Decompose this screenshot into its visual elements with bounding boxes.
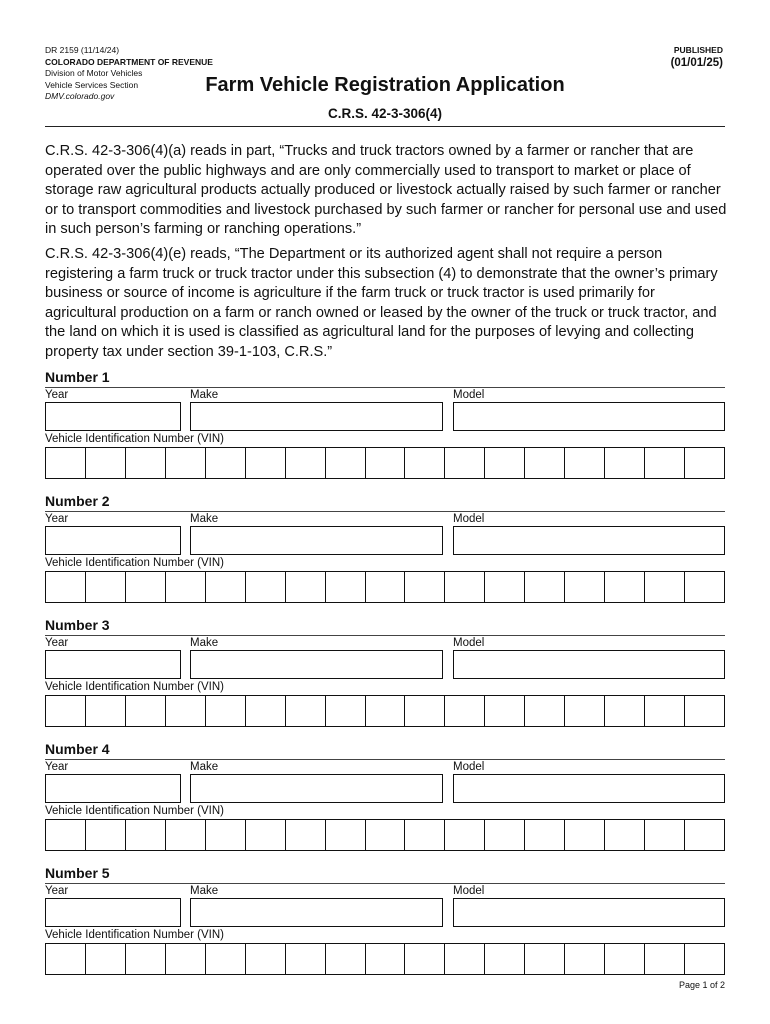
vin-character-box[interactable] bbox=[46, 572, 86, 602]
model-label: Model bbox=[453, 389, 485, 401]
vin-character-box[interactable] bbox=[605, 448, 645, 478]
vin-character-box[interactable] bbox=[246, 820, 286, 850]
vehicle-entry-5 bbox=[45, 865, 726, 985]
make-input[interactable] bbox=[190, 402, 443, 431]
vin-label: Vehicle Identification Number (VIN) bbox=[45, 433, 224, 445]
vin-character-box[interactable] bbox=[246, 448, 286, 478]
vin-character-box[interactable] bbox=[485, 696, 525, 726]
model-input[interactable] bbox=[453, 402, 725, 431]
vin-character-box[interactable] bbox=[366, 572, 406, 602]
vehicle-entry-1 bbox=[45, 369, 726, 489]
vin-character-box[interactable] bbox=[565, 820, 605, 850]
make-label: Make bbox=[190, 761, 219, 773]
page-number: Page 1 of 2 bbox=[678, 980, 725, 990]
vin-character-box[interactable] bbox=[206, 944, 246, 974]
vin-character-box[interactable] bbox=[286, 696, 326, 726]
vin-character-box[interactable] bbox=[366, 696, 406, 726]
vin-character-box[interactable] bbox=[445, 572, 485, 602]
vin-character-box[interactable] bbox=[405, 944, 445, 974]
vin-character-box[interactable] bbox=[126, 696, 166, 726]
vin-character-box[interactable] bbox=[46, 448, 86, 478]
make-label: Make bbox=[190, 389, 219, 401]
vin-character-box[interactable] bbox=[645, 448, 685, 478]
vin-input-grid[interactable] bbox=[45, 571, 725, 603]
year-input[interactable] bbox=[45, 526, 181, 555]
vin-character-box[interactable] bbox=[126, 820, 166, 850]
vehicle-section-divider bbox=[45, 387, 725, 388]
vin-character-box[interactable] bbox=[565, 572, 605, 602]
vin-character-box[interactable] bbox=[286, 944, 326, 974]
vin-character-box[interactable] bbox=[445, 820, 485, 850]
vin-character-box[interactable] bbox=[485, 448, 525, 478]
vin-character-box[interactable] bbox=[86, 572, 126, 602]
vin-character-box[interactable] bbox=[286, 572, 326, 602]
vin-character-box[interactable] bbox=[246, 944, 286, 974]
published-date: (01/01/25) bbox=[670, 57, 723, 69]
section-name: Vehicle Services Section bbox=[45, 79, 139, 90]
vin-character-box[interactable] bbox=[605, 572, 645, 602]
vin-character-box[interactable] bbox=[206, 820, 246, 850]
vin-character-box[interactable] bbox=[46, 696, 86, 726]
model-label: Model bbox=[453, 761, 485, 773]
vin-character-box[interactable] bbox=[605, 820, 645, 850]
vehicle-number-title: Number 3 bbox=[45, 617, 110, 633]
vin-character-box[interactable] bbox=[605, 944, 645, 974]
vin-character-box[interactable] bbox=[326, 696, 366, 726]
vin-character-box[interactable] bbox=[645, 820, 685, 850]
vin-character-box[interactable] bbox=[485, 572, 525, 602]
department-name: COLORADO DEPARTMENT OF REVENUE bbox=[45, 56, 213, 67]
model-input[interactable] bbox=[453, 898, 725, 927]
vin-character-box[interactable] bbox=[525, 572, 565, 602]
website-text: DMV.colorado.gov bbox=[45, 91, 115, 101]
vin-character-box[interactable] bbox=[525, 820, 565, 850]
vehicle-section-divider bbox=[45, 759, 725, 760]
vin-character-box[interactable] bbox=[86, 944, 126, 974]
vin-input-grid[interactable] bbox=[45, 943, 725, 975]
vin-character-box[interactable] bbox=[326, 944, 366, 974]
vin-character-box[interactable] bbox=[206, 696, 246, 726]
year-label: Year bbox=[45, 761, 69, 773]
vin-character-box[interactable] bbox=[366, 820, 406, 850]
vehicle-number-title: Number 1 bbox=[45, 369, 110, 385]
vin-input-grid[interactable] bbox=[45, 819, 725, 851]
vin-character-box[interactable] bbox=[685, 944, 724, 974]
vin-character-box[interactable] bbox=[126, 448, 166, 478]
vin-character-box[interactable] bbox=[46, 944, 86, 974]
make-input[interactable] bbox=[190, 526, 443, 555]
published-block bbox=[671, 45, 723, 71]
vin-character-box[interactable] bbox=[286, 448, 326, 478]
vehicle-section-divider bbox=[45, 635, 725, 636]
vin-input-grid[interactable] bbox=[45, 447, 725, 479]
vin-character-box[interactable] bbox=[286, 820, 326, 850]
division-name: Division of Motor Vehicles bbox=[45, 68, 143, 78]
year-label: Year bbox=[45, 389, 69, 401]
vehicle-section-divider bbox=[45, 883, 725, 884]
vin-character-box[interactable] bbox=[645, 572, 685, 602]
vin-character-box[interactable] bbox=[405, 820, 445, 850]
vin-character-box[interactable] bbox=[445, 448, 485, 478]
year-label: Year bbox=[45, 885, 69, 897]
vin-character-box[interactable] bbox=[86, 448, 126, 478]
make-label: Make bbox=[190, 637, 219, 649]
form-id: DR 2159 (11/14/24) bbox=[45, 45, 120, 55]
vin-character-box[interactable] bbox=[366, 448, 406, 478]
make-input[interactable] bbox=[190, 898, 443, 927]
vin-character-box[interactable] bbox=[166, 448, 206, 478]
make-label: Make bbox=[190, 885, 219, 897]
model-label: Model bbox=[453, 637, 485, 649]
vin-label: Vehicle Identification Number (VIN) bbox=[45, 929, 224, 941]
vehicle-section-divider bbox=[45, 511, 725, 512]
vin-character-box[interactable] bbox=[605, 696, 645, 726]
model-input[interactable] bbox=[453, 526, 725, 555]
year-input[interactable] bbox=[45, 898, 181, 927]
year-input[interactable] bbox=[45, 774, 181, 803]
vehicle-entry-4 bbox=[45, 741, 726, 861]
vin-character-box[interactable] bbox=[86, 696, 126, 726]
vin-character-box[interactable] bbox=[685, 696, 724, 726]
published-label: PUBLISHED bbox=[673, 45, 723, 55]
vehicle-number-title: Number 2 bbox=[45, 493, 110, 509]
vehicle-entry-3 bbox=[45, 617, 726, 737]
vin-character-box[interactable] bbox=[485, 820, 525, 850]
vin-character-box[interactable] bbox=[645, 696, 685, 726]
page-title: Farm Vehicle Registration Application bbox=[205, 74, 565, 96]
statute-paragraph-e: C.R.S. 42-3-306(4)(e) reads, “The Department or its authorized agent shall not require a person registering a farm truck or truck tractor under this subsection (4) to demonstrate that the owner’s primary business or source of income is agriculture if the farm truck or truck tractor is used primarily for agricultural production on a farm or ranch owned or leased by the owner of the truck or truck tractor, and the land on which it is used is classified as agricultural land for the purposes of levying and collecting property tax under section 39-1-103, C.R.S.” bbox=[45, 246, 718, 360]
year-input[interactable] bbox=[45, 650, 181, 679]
vin-character-box[interactable] bbox=[46, 820, 86, 850]
vin-input-grid[interactable] bbox=[45, 695, 725, 727]
title-divider bbox=[45, 126, 725, 127]
make-input[interactable] bbox=[190, 774, 443, 803]
vin-character-box[interactable] bbox=[565, 696, 605, 726]
vin-character-box[interactable] bbox=[366, 944, 406, 974]
vin-character-box[interactable] bbox=[685, 820, 724, 850]
vin-character-box[interactable] bbox=[166, 944, 206, 974]
vin-character-box[interactable] bbox=[525, 944, 565, 974]
statute-paragraph-a: C.R.S. 42-3-306(4)(a) reads in part, “Trucks and truck tractors owned by a farmer or rancher that are operated over the public highways and are only commercially used to transport to market or place of storage raw agricultural products actually produced or livestock actually raised by such farmer or rancher or to transport commodities and livestock purchased by such farmer or rancher for personal use and used in such person’s farming or ranching operations.” bbox=[45, 143, 727, 237]
vin-label: Vehicle Identification Number (VIN) bbox=[45, 681, 224, 693]
vin-label: Vehicle Identification Number (VIN) bbox=[45, 805, 224, 817]
vin-character-box[interactable] bbox=[525, 696, 565, 726]
model-input[interactable] bbox=[453, 774, 725, 803]
vin-label: Vehicle Identification Number (VIN) bbox=[45, 557, 224, 569]
model-label: Model bbox=[453, 885, 485, 897]
vehicle-entry-2 bbox=[45, 493, 726, 613]
vin-character-box[interactable] bbox=[525, 448, 565, 478]
vin-character-box[interactable] bbox=[645, 944, 685, 974]
vin-character-box[interactable] bbox=[485, 944, 525, 974]
vin-character-box[interactable] bbox=[126, 944, 166, 974]
vin-character-box[interactable] bbox=[405, 696, 445, 726]
vin-character-box[interactable] bbox=[246, 696, 286, 726]
vin-character-box[interactable] bbox=[326, 448, 366, 478]
vin-character-box[interactable] bbox=[326, 820, 366, 850]
vin-character-box[interactable] bbox=[126, 572, 166, 602]
vehicle-number-title: Number 5 bbox=[45, 865, 110, 881]
vin-character-box[interactable] bbox=[405, 572, 445, 602]
vin-character-box[interactable] bbox=[86, 820, 126, 850]
year-input[interactable] bbox=[45, 402, 181, 431]
vin-character-box[interactable] bbox=[565, 944, 605, 974]
vin-character-box[interactable] bbox=[326, 572, 366, 602]
vin-character-box[interactable] bbox=[206, 572, 246, 602]
vin-character-box[interactable] bbox=[166, 696, 206, 726]
model-input[interactable] bbox=[453, 650, 725, 679]
vin-character-box[interactable] bbox=[405, 448, 445, 478]
vin-character-box[interactable] bbox=[246, 572, 286, 602]
vin-character-box[interactable] bbox=[166, 820, 206, 850]
year-label: Year bbox=[45, 513, 69, 525]
vehicle-number-title: Number 4 bbox=[45, 741, 110, 757]
make-input[interactable] bbox=[190, 650, 443, 679]
vin-character-box[interactable] bbox=[445, 696, 485, 726]
statute-subtitle: C.R.S. 42-3-306(4) bbox=[327, 106, 443, 121]
vin-character-box[interactable] bbox=[206, 448, 246, 478]
vin-character-box[interactable] bbox=[166, 572, 206, 602]
model-label: Model bbox=[453, 513, 485, 525]
year-label: Year bbox=[45, 637, 69, 649]
make-label: Make bbox=[190, 513, 219, 525]
vin-character-box[interactable] bbox=[685, 572, 724, 602]
vin-character-box[interactable] bbox=[445, 944, 485, 974]
vin-character-box[interactable] bbox=[565, 448, 605, 478]
vin-character-box[interactable] bbox=[685, 448, 724, 478]
